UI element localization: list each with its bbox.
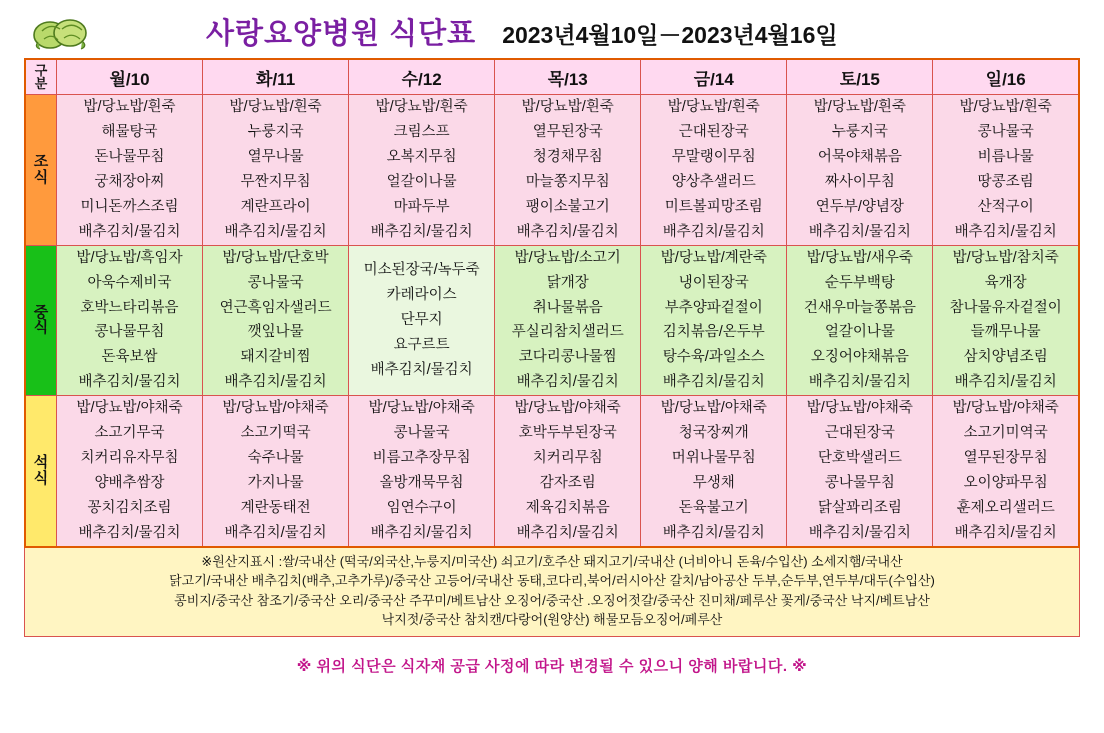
menu-cell	[349, 245, 495, 396]
menu-item: 배추김치/물김치	[370, 524, 473, 541]
column-header-3: 목/13	[495, 59, 641, 95]
menu-item: 콩나물국	[977, 123, 1034, 140]
menu-item: 배추김치/물김치	[954, 374, 1057, 391]
origin-note	[24, 548, 1080, 637]
menu-cell	[57, 245, 203, 396]
menu-item: 해물탕국	[101, 123, 158, 140]
menu-item: 누룽지국	[247, 123, 304, 140]
menu-item: 김치볶음/온두부	[662, 324, 765, 341]
column-header-0: 월/10	[57, 59, 203, 95]
menu-item: 근대된장국	[824, 425, 895, 442]
menu-item: 배추김치/물김치	[370, 361, 473, 378]
menu-item: 계란프라이	[240, 198, 311, 215]
menu-item: 삼치양념조림	[963, 349, 1048, 366]
menu-cell	[641, 95, 787, 246]
menu-item: 단무지	[400, 311, 443, 328]
menu-cell	[933, 245, 1079, 396]
menu-item: 궁채장아찌	[94, 173, 165, 190]
column-header-5: 토/15	[787, 59, 933, 95]
menu-item: 가지나물	[247, 475, 304, 492]
menu-cell	[203, 95, 349, 246]
menu-item: 얼갈이나물	[824, 324, 895, 341]
menu-cell	[641, 245, 787, 396]
menu-item: 얼갈이나물	[386, 173, 457, 190]
menu-item: 밥/당뇨밥/야채죽	[76, 400, 183, 417]
menu-item: 미소된장국/녹두죽	[363, 262, 480, 279]
origin-line-0: ※원산지표시 :쌀/국내산 (떡국/외국산,누룽지/미국산) 쇠고기/호주산 돼지고기/국내산 (너비아니 돈육/수입산) 소세지햄/국내산	[201, 553, 903, 569]
menu-item: 훈제오리샐러드	[956, 500, 1055, 516]
menu-item: 양배추쌈장	[94, 475, 165, 492]
menu-cell	[203, 396, 349, 547]
menu-item: 팽이소불고기	[525, 198, 610, 215]
menu-cell	[787, 95, 933, 246]
footer-note: ※ 위의 식단은 식자재 공급 사정에 따라 변경될 수 있으니 양해 바랍니다. ※	[296, 657, 808, 675]
menu-item: 소고기미역국	[963, 425, 1048, 442]
menu-item: 밥/당뇨밥/소고기	[514, 249, 621, 266]
menu-item: 어묵야채볶음	[817, 148, 902, 165]
menu-item: 콩나물국	[393, 425, 450, 442]
menu-item: 소고기무국	[94, 425, 165, 442]
menu-cell	[933, 95, 1079, 246]
menu-item: 배추김치/물김치	[662, 223, 765, 240]
menu-cell	[933, 396, 1079, 547]
menu-item: 푸실리참치샐러드	[511, 324, 624, 341]
menu-item: 크림스프	[393, 123, 450, 140]
menu-item: 배추김치/물김치	[954, 524, 1057, 541]
table-header-row	[25, 59, 1079, 95]
menu-item: 배추김치/물김치	[808, 374, 911, 391]
menu-item: 배추김치/물김치	[662, 374, 765, 391]
menu-item: 머위나물무침	[671, 450, 756, 467]
menu-cell	[787, 396, 933, 547]
menu-item: 밥/당뇨밥/흰죽	[959, 99, 1052, 115]
table-row	[25, 396, 1079, 547]
menu-item: 감자조림	[539, 475, 596, 492]
menu-item: 배추김치/물김치	[224, 223, 327, 240]
origin-line-3: 낙지젓/중국산 참치캔/다랑어(원양산) 해물모듬오징어/페루산	[381, 612, 723, 628]
menu-item: 무짠지무침	[240, 173, 311, 190]
page-header	[0, 0, 1104, 56]
menu-item: 배추김치/물김치	[224, 524, 327, 541]
page-title: 사랑요양병원 식단표	[206, 17, 477, 50]
menu-item: 무말랭이무침	[671, 148, 756, 165]
menu-item: 밥/당뇨밥/흰죽	[83, 99, 176, 115]
menu-item: 근대된장국	[678, 123, 749, 140]
menu-item: 누룽지국	[831, 123, 888, 140]
menu-item: 숙주나물	[247, 450, 304, 467]
menu-item: 연근흑임자샐러드	[219, 299, 332, 316]
menu-cell	[57, 95, 203, 246]
menu-item: 밥/당뇨밥/흰죽	[667, 99, 760, 115]
row-label: 조 식	[25, 95, 57, 246]
menu-item: 닭살꽈리조림	[817, 500, 902, 516]
menu-item: 계란동태전	[240, 500, 311, 516]
menu-item: 호박느타리볶음	[80, 299, 179, 316]
menu-item: 육개장	[984, 274, 1027, 291]
menu-item: 콩나물무침	[824, 475, 895, 492]
menu-item: 제육김치볶음	[525, 500, 610, 516]
menu-item: 배추김치/물김치	[78, 223, 181, 240]
column-header-1: 화/11	[203, 59, 349, 95]
menu-item: 밥/당뇨밥/흰죽	[375, 99, 468, 115]
menu-item: 코다리콩나물찜	[518, 349, 617, 366]
menu-item: 건새우마늘쫑볶음	[803, 299, 916, 316]
menu-item: 밥/당뇨밥/새우죽	[806, 249, 913, 266]
row-label: 석 식	[25, 396, 57, 547]
origin-line-1: 닭고기/국내산 배추김치(배추,고추가루)/중국산 고등어/국내산 동태,코다리,북어/러시아산 갈치/남아공산 두부,순두부,연두부/대두(수입산)	[169, 573, 935, 589]
menu-item: 배추김치/물김치	[78, 374, 181, 391]
menu-item: 마늘쫑지무침	[525, 173, 610, 190]
menu-item: 카레라이스	[386, 287, 457, 304]
menu-cell	[57, 396, 203, 547]
menu-item: 순두부백탕	[824, 274, 895, 291]
menu-item: 배추김치/물김치	[516, 374, 619, 391]
menu-item: 배추김치/물김치	[808, 524, 911, 541]
menu-item: 닭개장	[546, 274, 589, 291]
menu-item: 밥/당뇨밥/흑임자	[76, 249, 183, 266]
menu-cell	[787, 245, 933, 396]
menu-item: 오징어야채볶음	[810, 349, 909, 366]
column-header-4: 금/14	[641, 59, 787, 95]
menu-item: 돈나물무침	[94, 148, 165, 165]
origin-line-2: 콩비지/중국산 참조기/중국산 오리/중국산 주꾸미/베트남산 오징어/중국산 .오징어젓갈/중국산 진미채/페루산 꽃게/중국산 낙지/베트남산	[174, 592, 930, 608]
menu-item: 단호박샐러드	[817, 450, 902, 467]
menu-item: 땅콩조림	[977, 173, 1034, 190]
menu-item: 무생채	[692, 475, 735, 492]
menu-item: 열무나물	[247, 148, 304, 165]
menu-item: 아욱수제비국	[87, 274, 172, 291]
menu-item: 꽁치김치조림	[87, 500, 172, 516]
menu-item: 오이양파무침	[963, 475, 1048, 492]
menu-table	[24, 58, 1080, 548]
menu-item: 취나물볶음	[532, 299, 603, 316]
menu-item: 짜사이무침	[824, 173, 895, 190]
table-row	[25, 245, 1079, 396]
menu-item: 밥/당뇨밥/야채죽	[514, 400, 621, 417]
menu-item: 미트볼피망조림	[664, 198, 763, 215]
menu-item: 비름고추장무침	[372, 450, 471, 467]
menu-item: 마파두부	[393, 198, 450, 215]
menu-item: 요구르트	[393, 336, 450, 353]
menu-item: 배추김치/물김치	[516, 223, 619, 240]
menu-item: 소고기떡국	[240, 425, 311, 442]
menu-cell	[495, 245, 641, 396]
menu-item: 호박두부된장국	[518, 425, 617, 442]
menu-item: 양상추샐러드	[671, 173, 756, 190]
menu-cell	[641, 396, 787, 547]
column-header-2: 수/12	[349, 59, 495, 95]
menu-item: 돈육불고기	[678, 500, 749, 516]
menu-cell	[495, 95, 641, 246]
menu-item: 청국장찌개	[678, 425, 749, 442]
menu-item: 치커리무침	[532, 450, 603, 467]
menu-item: 밥/당뇨밥/흰죽	[229, 99, 322, 115]
menu-item: 열무된장무침	[963, 450, 1048, 467]
menu-item: 배추김치/물김치	[954, 223, 1057, 240]
menu-item: 올방개묵무침	[379, 475, 464, 492]
menu-item: 배추김치/물김치	[78, 524, 181, 541]
menu-item: 미니돈까스조림	[80, 198, 179, 215]
menu-cell	[203, 245, 349, 396]
cabbage-icon	[30, 9, 92, 53]
menu-item: 들깨무나물	[970, 324, 1041, 341]
menu-item: 밥/당뇨밥/야채죽	[222, 400, 329, 417]
menu-item: 밥/당뇨밥/참치죽	[952, 249, 1059, 266]
menu-cell	[349, 95, 495, 246]
menu-item: 참나물유자겉절이	[949, 299, 1062, 316]
menu-item: 열무된장국	[532, 123, 603, 140]
menu-item: 콩나물국	[247, 274, 304, 291]
header-corner: 구 분	[25, 59, 57, 95]
menu-item: 임연수구이	[386, 500, 457, 516]
menu-item: 콩나물무침	[94, 324, 165, 341]
menu-item: 밥/당뇨밥/야채죽	[952, 400, 1059, 417]
menu-item: 오복지무침	[386, 148, 457, 165]
menu-item: 밥/당뇨밥/흰죽	[521, 99, 614, 115]
row-label: 중 식	[25, 245, 57, 396]
menu-item: 돼지갈비찜	[240, 349, 311, 366]
menu-item: 치커리유자무침	[80, 450, 179, 467]
date-range: 2023년4월10일－2023년4월16일	[502, 21, 838, 48]
menu-item: 밥/당뇨밥/단호박	[222, 249, 329, 266]
menu-item: 탕수육/과일소스	[662, 349, 765, 366]
menu-item: 배추김치/물김치	[224, 374, 327, 391]
menu-cell	[495, 396, 641, 547]
menu-item: 산적구이	[977, 198, 1034, 215]
menu-item: 냉이된장국	[678, 274, 749, 291]
menu-item: 청경채무침	[532, 148, 603, 165]
menu-item: 배추김치/물김치	[370, 223, 473, 240]
menu-item: 연두부/양념장	[815, 198, 904, 215]
menu-item: 밥/당뇨밥/야채죽	[660, 400, 767, 417]
menu-item: 밥/당뇨밥/야채죽	[368, 400, 475, 417]
menu-item: 밥/당뇨밥/야채죽	[806, 400, 913, 417]
menu-item: 밥/당뇨밥/흰죽	[813, 99, 906, 115]
menu-cell	[349, 396, 495, 547]
column-header-6: 일/16	[933, 59, 1079, 95]
menu-item: 깻잎나물	[247, 324, 304, 341]
menu-item: 비름나물	[977, 148, 1034, 165]
table-row	[25, 95, 1079, 246]
menu-item: 배추김치/물김치	[516, 524, 619, 541]
menu-item: 돈육보쌈	[101, 349, 158, 366]
menu-item: 배추김치/물김치	[662, 524, 765, 541]
menu-item: 부추양파겉절이	[664, 299, 763, 316]
menu-item: 밥/당뇨밥/계란죽	[660, 249, 767, 266]
menu-item: 배추김치/물김치	[808, 223, 911, 240]
